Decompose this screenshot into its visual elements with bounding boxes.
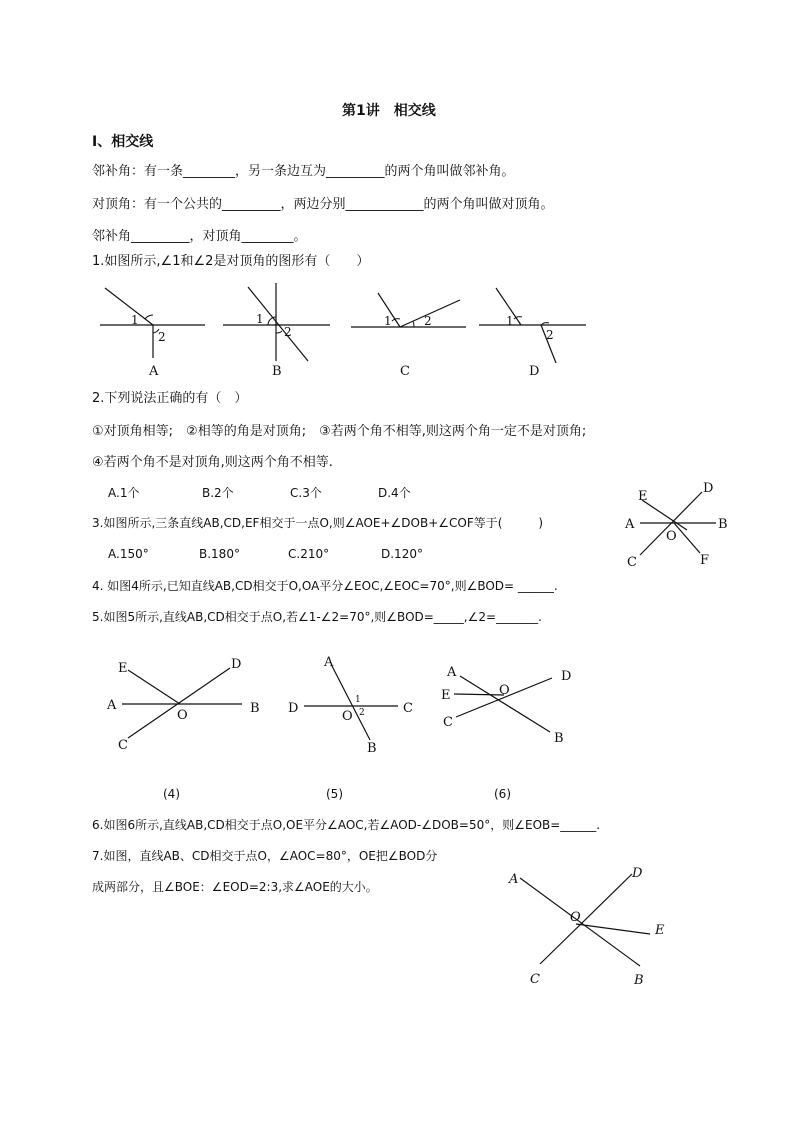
q1c-angle1-label: 1 bbox=[384, 314, 392, 328]
q3-option-d: D.120° bbox=[381, 547, 423, 561]
q1-fig-label-a: A bbox=[149, 364, 159, 379]
question-1: 1.如图所示,∠1和∠2是对顶角的图形有（ ） bbox=[92, 254, 370, 269]
definition-adjacent-supplementary: 邻补角：有一条________，另一条边互为_________的两个角叫做邻补角。 bbox=[92, 164, 515, 179]
q1-fig-label-b: B bbox=[272, 364, 282, 379]
q1d-angle1-label: 1 bbox=[506, 314, 514, 328]
q1-figure-a bbox=[95, 283, 215, 379]
q3-label-f: F bbox=[700, 553, 710, 568]
q1-figure-c bbox=[348, 283, 468, 379]
fig6-label-e: E bbox=[441, 688, 451, 703]
question-2-statements-2: ④若两个角不是对顶角,则这两个角不相等. bbox=[92, 455, 333, 470]
question-2: 2.下列说法正确的有（ ） bbox=[92, 391, 248, 406]
q1a-angle1-label: 1 bbox=[131, 313, 139, 327]
fig4-label-b: B bbox=[250, 701, 260, 716]
definition-properties: 邻补角_________，对顶角________。 bbox=[92, 229, 307, 244]
page-title: 第1讲 相交线 bbox=[342, 103, 436, 119]
section-heading: Ⅰ、相交线 bbox=[92, 134, 154, 150]
q7-label-b: B bbox=[634, 973, 644, 988]
fig6-label-d: D bbox=[561, 669, 572, 684]
q7-label-o: O bbox=[570, 910, 581, 925]
fig4-label-o: O bbox=[177, 708, 188, 723]
q1b-angle2-label: 2 bbox=[284, 325, 292, 339]
q7-label-e: E bbox=[655, 923, 665, 938]
q7-label-c: C bbox=[530, 972, 540, 987]
q3-label-e: E bbox=[638, 489, 648, 504]
q3-figure bbox=[622, 480, 752, 570]
question-5: 5.如图5所示,直线AB,CD相交于点O,若∠1-∠2=70°,则∠BOD=_____,∠2=_______. bbox=[92, 610, 542, 624]
q7-label-d: D bbox=[632, 866, 643, 881]
fig4-label-d: D bbox=[231, 657, 242, 672]
question-6: 6.如图6所示,直线AB,CD相交于点O,OE平分∠AOC,若∠AOD-∠DOB=50°，则∠EOB=______. bbox=[92, 818, 601, 832]
q7-figure bbox=[500, 862, 680, 992]
fig4-caption: (4) bbox=[163, 787, 180, 801]
fig5-label-d: D bbox=[288, 701, 299, 716]
fig5-label-b: B bbox=[367, 741, 377, 756]
question-3: 3.如图所示,三条直线AB,CD,EF相交于一点O,则∠AOE+∠DOB+∠COF等于( ) bbox=[92, 516, 544, 530]
q1-fig-label-c: C bbox=[400, 364, 410, 379]
q1d-angle2-label: 2 bbox=[546, 328, 554, 342]
fig5-label-o: O bbox=[342, 709, 353, 724]
question-7-line-1: 7.如图，直线AB、CD相交于点O，∠AOC=80°，OE把∠BOD分 bbox=[92, 849, 438, 863]
q2-option-a: A.1个 bbox=[108, 486, 140, 500]
fig5-angle2-label: 2 bbox=[359, 708, 365, 718]
q3-label-a: A bbox=[625, 517, 635, 532]
fig5-angle1-label: 1 bbox=[355, 695, 361, 705]
fig6-label-o: O bbox=[499, 683, 510, 698]
figure-5 bbox=[284, 654, 424, 754]
q3-option-b: B.180° bbox=[199, 547, 240, 561]
q3-label-d: D bbox=[703, 481, 714, 496]
q1a-angle2-label: 2 bbox=[158, 330, 166, 344]
q3-label-b: B bbox=[718, 517, 728, 532]
fig4-label-c: C bbox=[118, 738, 128, 753]
fig6-label-b: B bbox=[554, 731, 564, 746]
fig5-caption: (5) bbox=[326, 787, 343, 801]
fig6-caption: (6) bbox=[494, 787, 511, 801]
question-2-statements-1: ①对顶角相等; ②相等的角是对顶角; ③若两个角不相等,则这两个角一定不是对顶角; bbox=[92, 424, 587, 439]
fig5-label-c: C bbox=[403, 701, 413, 716]
q1-fig-label-d: D bbox=[529, 364, 540, 379]
question-4: 4. 如图4所示,已知直线AB,CD相交于O,OA平分∠EOC,∠EOC=70°,则∠BOD= ______. bbox=[92, 579, 558, 593]
fig4-label-e: E bbox=[118, 661, 128, 676]
q1b-angle1-label: 1 bbox=[256, 312, 264, 326]
q2-option-b: B.2个 bbox=[202, 486, 234, 500]
figure-6 bbox=[438, 654, 588, 754]
q2-option-c: C.3个 bbox=[290, 486, 322, 500]
question-7-line-2: 成两部分，且∠BOE：∠EOD=2:3,求∠AOE的大小。 bbox=[92, 880, 378, 894]
q7-label-a: A bbox=[509, 872, 519, 887]
fig6-label-a: A bbox=[447, 665, 457, 680]
q3-option-c: C.210° bbox=[288, 547, 330, 561]
q3-option-a: A.150° bbox=[108, 547, 149, 561]
q1-figure-b bbox=[218, 283, 338, 379]
definition-vertical-angles: 对顶角：有一个公共的_________，两边分别____________的两个角叫做对顶角。 bbox=[92, 197, 554, 212]
figure-4 bbox=[100, 654, 270, 754]
q3-label-c: C bbox=[627, 555, 637, 570]
q1-figure-d bbox=[476, 283, 596, 379]
q2-option-d: D.4个 bbox=[378, 486, 411, 500]
fig6-label-c: C bbox=[443, 715, 453, 730]
q3-label-o: O bbox=[666, 529, 677, 544]
q1c-angle2-label: 2 bbox=[424, 314, 432, 328]
fig4-label-a: A bbox=[107, 698, 117, 713]
fig5-label-a: A bbox=[324, 655, 334, 670]
